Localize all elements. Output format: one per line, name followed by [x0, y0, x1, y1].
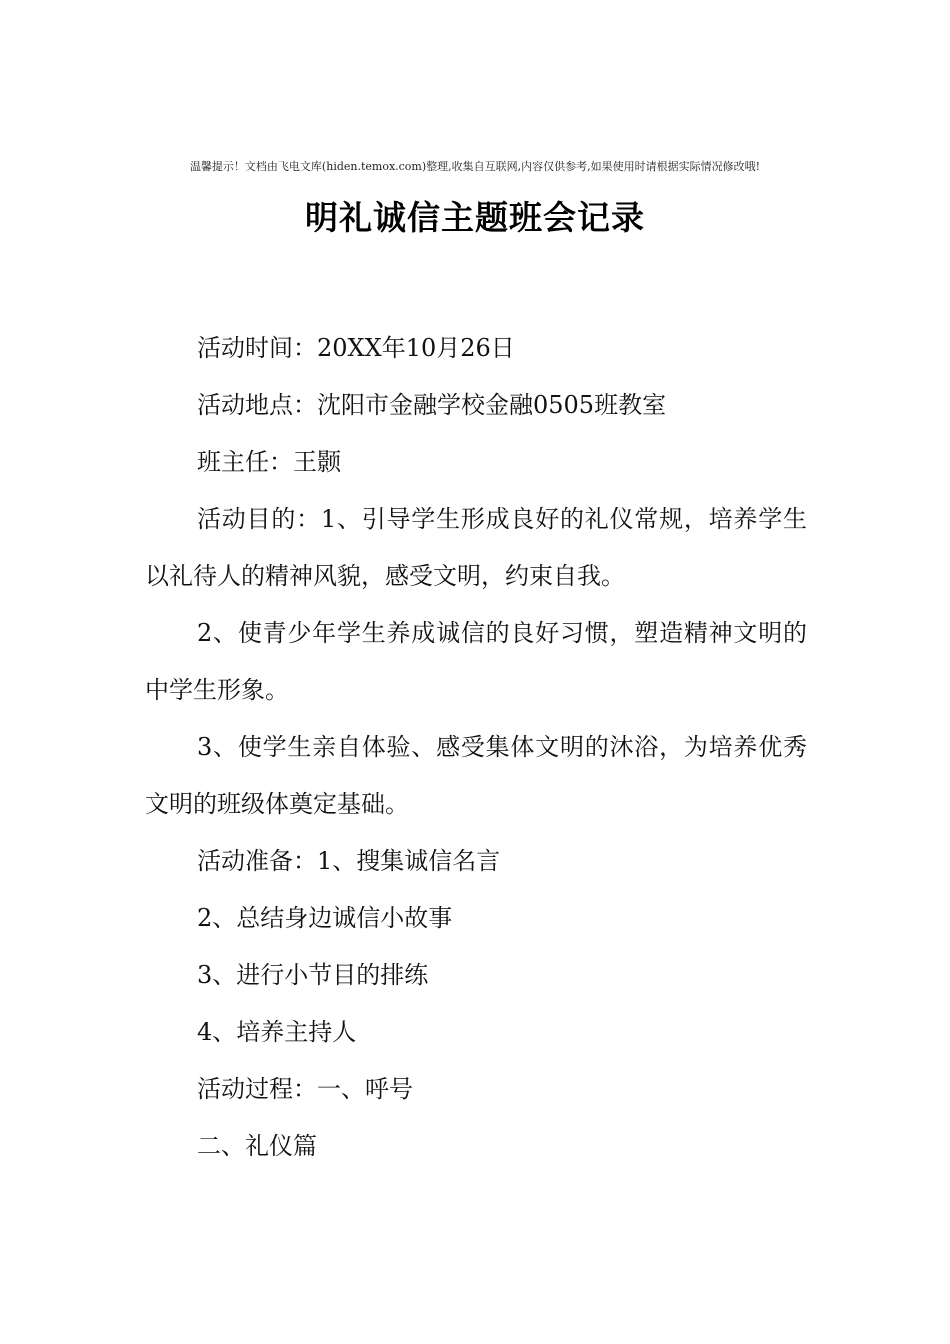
paragraph-preparation-1: 活动准备：1、搜集诚信名言 [197, 847, 501, 875]
paragraph-process-1: 活动过程：一、呼号 [197, 1075, 413, 1103]
header-notice: 温馨提示！文档由飞电文库(hiden.temox.com)整理,收集自互联网,内容仅供参考,如果使用时请根据实际情况修改哦! [189, 160, 761, 173]
paragraph-preparation-2: 2、总结身边诚信小故事 [197, 904, 453, 932]
paragraph-activity-time: 活动时间：20XX年10月26日 [197, 334, 515, 362]
paragraph-activity-purpose-1: 活动目的：1、引导学生形成良好的礼仪常规，培养学生以礼待人的精神风貌，感受文明，约束自我。 [145, 505, 807, 590]
paragraph-process-2: 二、礼仪篇 [197, 1132, 317, 1160]
paragraph-head-teacher: 班主任：王颢 [197, 448, 341, 476]
paragraph-preparation-4: 4、培养主持人 [197, 1018, 357, 1046]
paragraph-activity-location: 活动地点：沈阳市金融学校金融0505班教室 [197, 391, 667, 419]
paragraph-preparation-3: 3、进行小节目的排练 [197, 961, 429, 989]
document-body [145, 320, 807, 1175]
paragraph-activity-purpose-2: 2、使青少年学生养成诚信的良好习惯，塑造精神文明的中学生形象。 [145, 619, 807, 704]
document-title: 明礼诚信主题班会记录 [305, 198, 645, 237]
paragraph-activity-purpose-3: 3、使学生亲自体验、感受集体文明的沐浴，为培养优秀文明的班级体奠定基础。 [145, 733, 807, 818]
